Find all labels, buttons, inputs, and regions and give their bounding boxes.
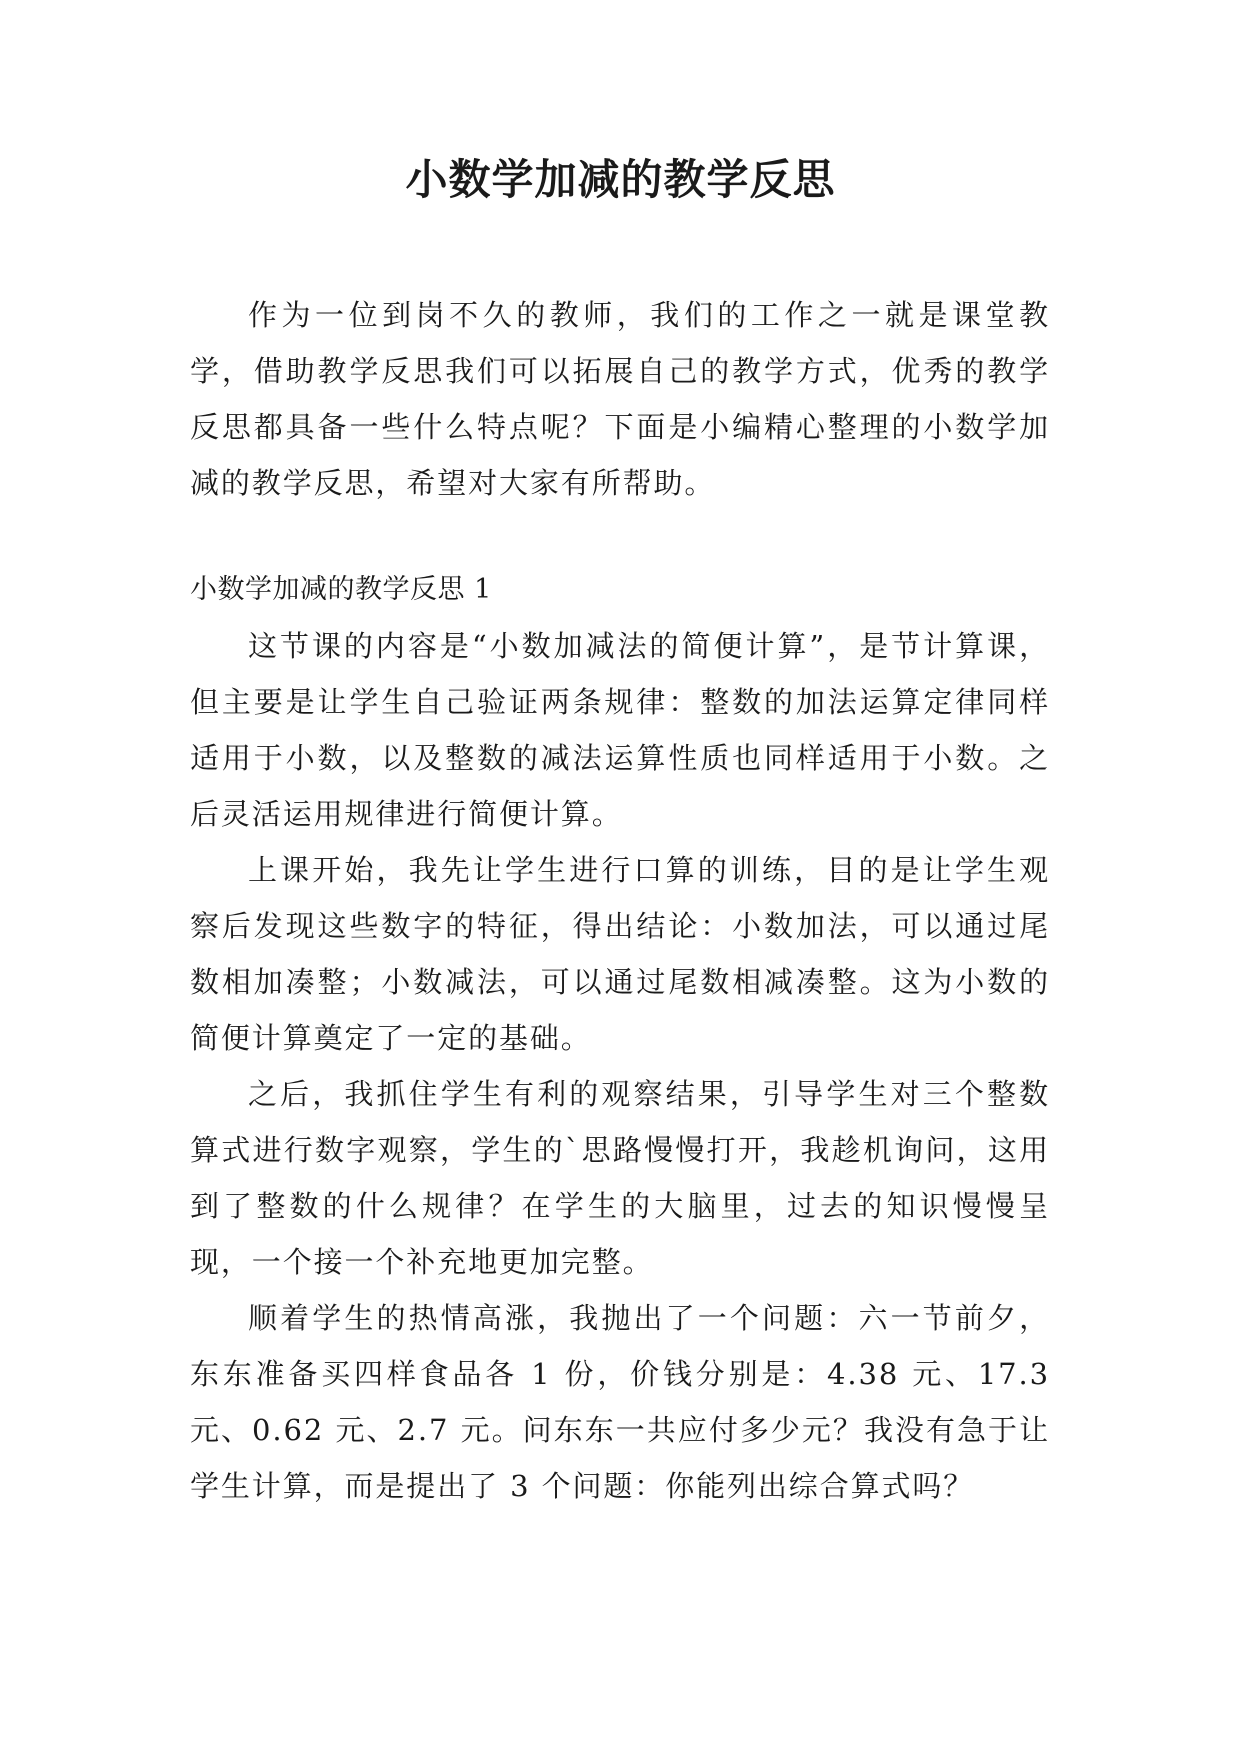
body-paragraph: 之后，我抓住学生有利的观察结果，引导学生对三个整数算式进行数字观察，学生的`思路慢慢打开，我趁机询问，这用到了整数的什么规律？在学生的大脑里，过去的知识慢慢呈现，一个接一个补充地更加完整。 <box>190 1077 1050 1279</box>
body-paragraph: 上课开始，我先让学生进行口算的训练，目的是让学生观察后发现这些数字的特征，得出结论：小数加法，可以通过尾数相加凑整；小数减法，可以通过尾数相减凑整。这为小数的简便计算奠定了一定的基础。 <box>190 853 1050 1055</box>
document-title: 小数学加减的教学反思 <box>405 155 836 204</box>
body-paragraph: 顺着学生的热情高涨，我抛出了一个问题：六一节前夕，东东准备买四样食品各 1 份，价钱分别是：4.38 元、17.3 元、0.62 元、2.7 元。问东东一共应付多少元？我没有急于让学生计算，而是提出了 3 个问题：你能列出综合算式吗？ <box>190 1301 1050 1503</box>
intro-paragraph: 作为一位到岗不久的教师，我们的工作之一就是课堂教学，借助教学反思我们可以拓展自己的教学方式，优秀的教学反思都具备一些什么特点呢？下面是小编精心整理的小数学加减的教学反思，希望对大家有所帮助。 <box>190 298 1050 500</box>
section-heading: 小数学加减的教学反思 1 <box>190 574 492 605</box>
body-paragraph: 这节课的内容是“小数加减法的简便计算”，是节计算课，但主要是让学生自己验证两条规律：整数的加法运算定律同样适用于小数，以及整数的减法运算性质也同样适用于小数。之后灵活运用规律进行简便计算。 <box>190 629 1050 831</box>
document-body <box>190 287 1050 1514</box>
